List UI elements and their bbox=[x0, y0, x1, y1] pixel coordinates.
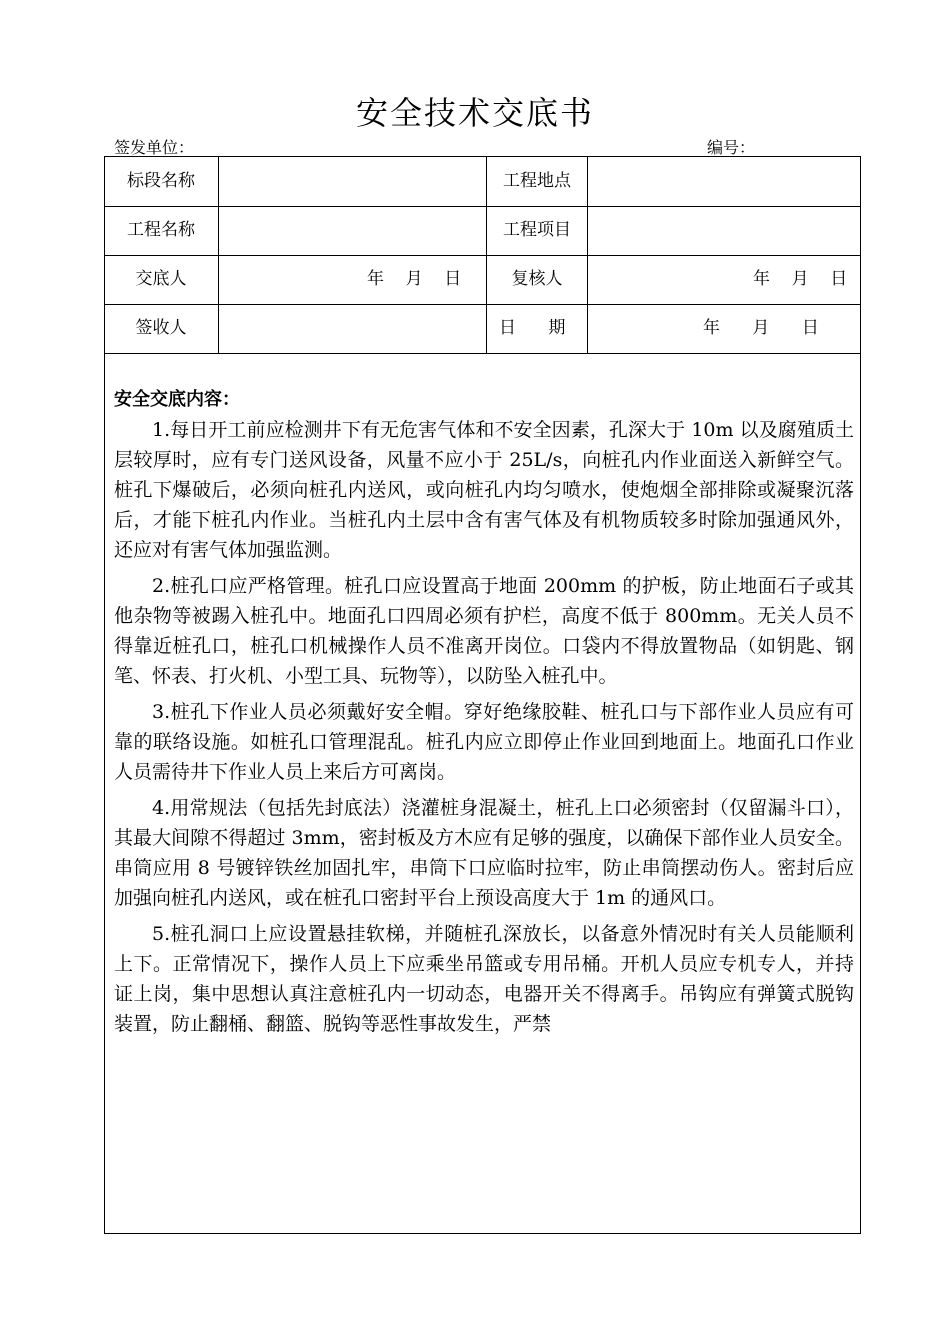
document-title: 安全技术交底书 bbox=[355, 94, 594, 132]
reviewer-date[interactable]: 年 月 日 bbox=[753, 269, 848, 289]
content-paragraph: 5.桩孔洞口上应设置悬挂软梯，并随桩孔深放长，以备意外情况时有关人员能顺利上下。正常情况下，操作人员上下应乘坐吊篮或专用吊桶。开机人员应专机专人，并持证上岗，集中思想认真注意桩孔内一切动态，电器开关不得离手。吊钩应有弹簧式脱钩装置，防止翻桶、翻篮、脱钩等恶性事故发生，严禁 bbox=[114, 923, 854, 1035]
content-paragraph: 3.桩孔下作业人员必须戴好安全帽。穿好绝缘胶鞋、桩孔口与下部作业人员应有可靠的联络设施。如桩孔口管理混乱。桩孔内应立即停止作业回到地面上。地面孔口作业人员需待井下作业人员上来后方可离岗。 bbox=[114, 701, 854, 783]
receiver-date[interactable]: 年 月 日 bbox=[703, 318, 819, 338]
number-label: 编号： bbox=[707, 138, 756, 157]
date-label: 日 期 bbox=[499, 318, 566, 338]
project-name-field[interactable] bbox=[219, 206, 485, 255]
content-heading: 安全交底内容： bbox=[114, 389, 240, 410]
reviewer-label: 复核人 bbox=[511, 269, 563, 289]
location-field[interactable] bbox=[588, 157, 861, 206]
briefer-date[interactable]: 年 月 日 bbox=[367, 269, 462, 289]
section-name-label: 标段名称 bbox=[127, 171, 195, 191]
content-paragraph: 2.桩孔口应严格管理。桩孔口应设置高于地面 200mm 的护板，防止地面石子或其他杂物等被踢入桩孔中。地面孔口四周必须有护栏，高度不低于 800mm。无关人员不得靠近桩孔口，桩孔口机械操作人员不准离开岗位。口袋内不得放置物品（如钥匙、钢笔、怀表、打火机、小型工具、玩物等），以防坠入桩孔中。 bbox=[114, 575, 854, 687]
row-divider bbox=[105, 353, 860, 354]
receiver-label: 签收人 bbox=[135, 318, 187, 338]
project-item-field[interactable] bbox=[588, 206, 861, 255]
project-name-label: 工程名称 bbox=[127, 220, 195, 240]
receiver-field[interactable] bbox=[219, 304, 485, 353]
issuer-label: 签发单位： bbox=[114, 138, 195, 157]
briefing-form bbox=[104, 156, 861, 1234]
content-paragraph: 4.用常规法（包括先封底法）浇灌桩身混凝土，桩孔上口必须密封（仅留漏斗口），其最大间隙不得超过 3mm，密封板及方木应有足够的强度，以确保下部作业人员安全。串筒应用 8 号镀锌铁丝加固扎牢，串筒下口应临时拉牢，防止串筒摆动伤人。密封后应加强向桩孔内送风，或在桩孔口密封平台上预设高度大于 1m 的通风口。 bbox=[114, 797, 854, 909]
location-label: 工程地点 bbox=[503, 171, 571, 191]
content-paragraph: 1.每日开工前应检测井下有无危害气体和不安全因素，孔深大于 10m 以及腐殖质土层较厚时，应有专门送风设备，风量不应小于 25L/s，向桩孔内作业面送入新鲜空气。桩孔下爆破后，必须向桩孔内送风，或向桩孔内均匀喷水，使炮烟全部排除或凝聚沉落后，才能下桩孔内作业。当桩孔内土层中含有害气体及有机物质较多时除加强通风外，还应对有害气体加强监测。 bbox=[114, 419, 854, 561]
section-name-field[interactable] bbox=[219, 157, 485, 206]
briefer-label: 交底人 bbox=[135, 269, 187, 289]
briefing-content bbox=[114, 385, 854, 1045]
project-item-label: 工程项目 bbox=[503, 220, 571, 240]
